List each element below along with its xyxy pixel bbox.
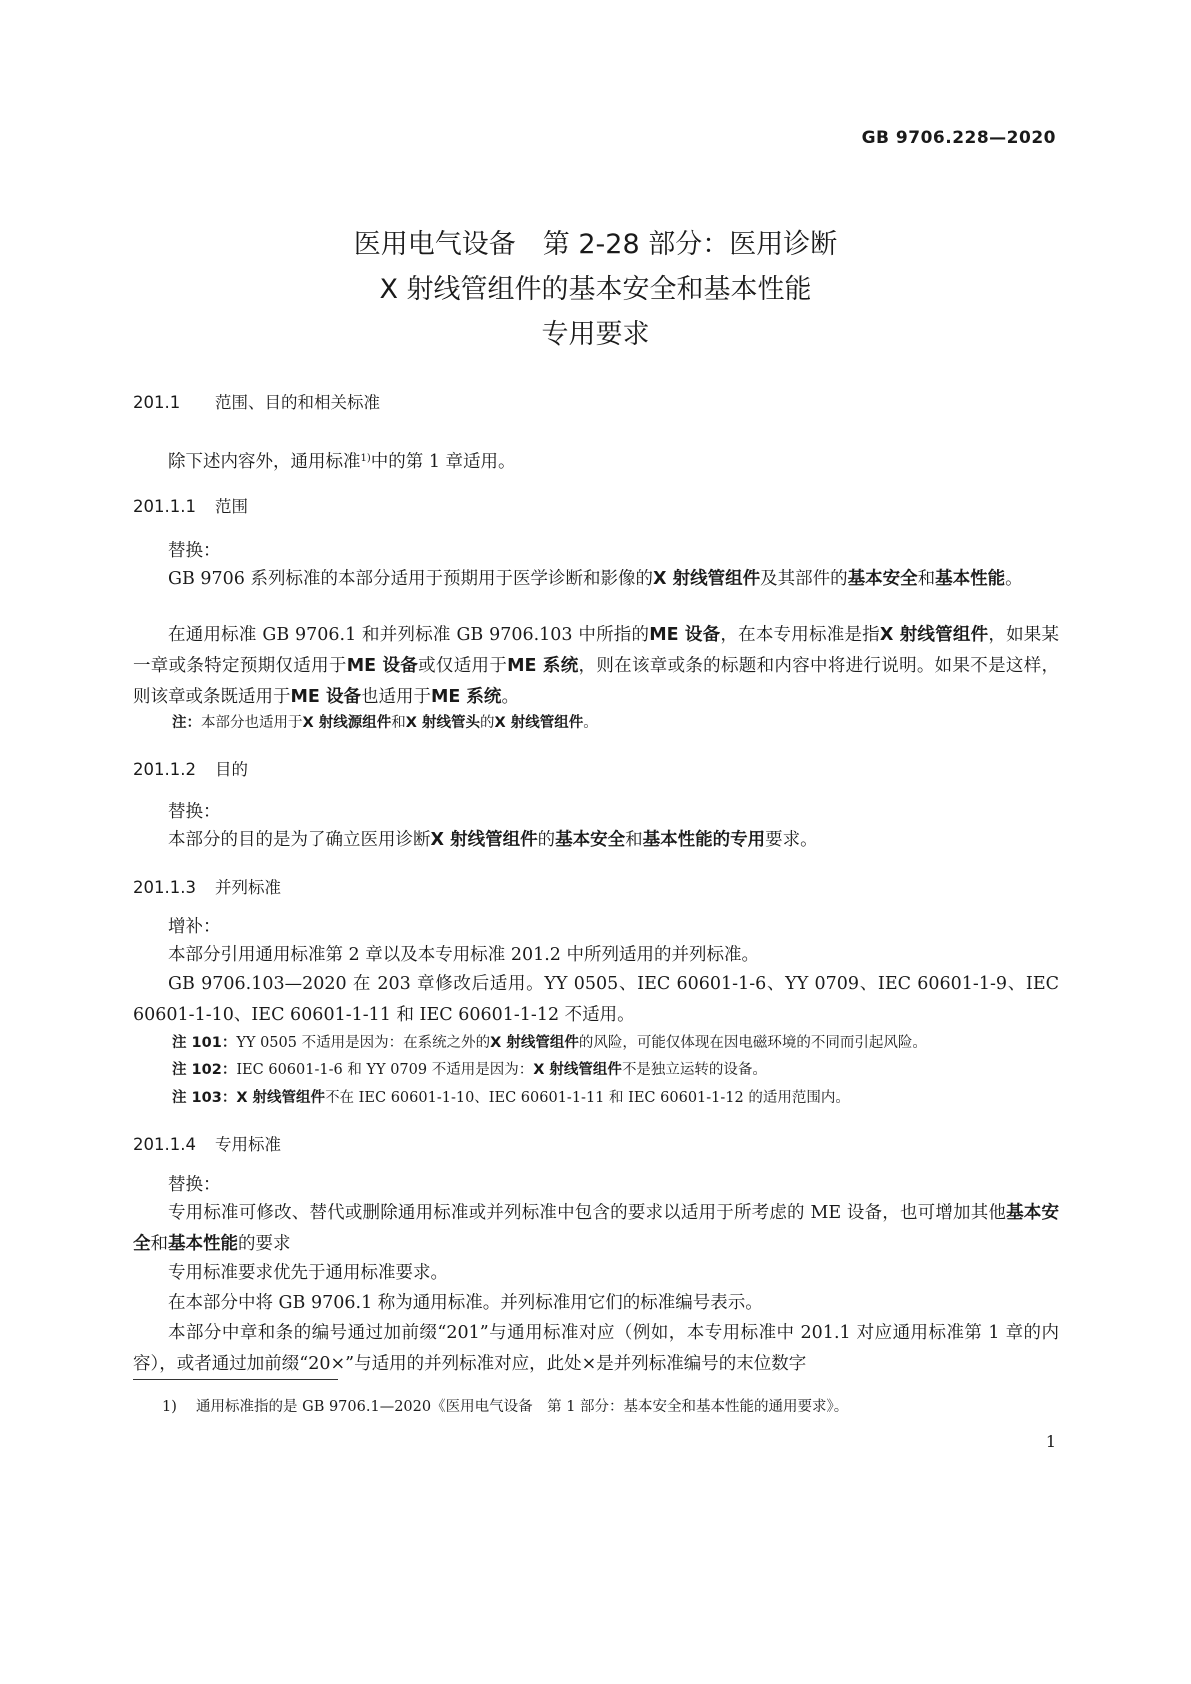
section-heading-201-1-2: 201.1.2 目的 (133, 760, 248, 779)
replace-label-2: 替换： (168, 802, 221, 822)
document-title (0, 222, 1191, 357)
scope-note: 注：本部分也适用于X 射线源组件和X 射线管头的X 射线管组件。 (172, 715, 598, 731)
collateral-paragraph-2: GB 9706.103—2020 在 203 章修改后适用。YY 0505、IEC 60601-1-6、YY 0709、IEC 60601-1-9、IEC 60601-1-10、IEC 60601-1-11 和 IEC 60601-1-12 不适用。 (133, 974, 1059, 1025)
particular-paragraph-2: 专用标准要求优先于通用标准要求。 (168, 1263, 448, 1283)
object-paragraph: 本部分的目的是为了确立医用诊断X 射线管组件的基本安全和基本性能的专用要求。 (168, 830, 818, 850)
standard-code: GB 9706.228—2020 (861, 128, 1056, 148)
collateral-paragraph-1: 本部分引用通用标准第 2 章以及本专用标准 201.2 中所列适用的并列标准。 (168, 945, 759, 965)
particular-paragraph-4: 本部分中章和条的编号通过加前缀“201”与通用标准对应（例如，本专用标准中 201.1 对应通用标准第 1 章的内容），或者通过加前缀“20×”与适用的并列标准对应，此处×是并列标准编号的末位数字 (133, 1323, 1059, 1374)
title-line-1: 医用电气设备 第 2-28 部分：医用诊断 (353, 229, 838, 260)
title-line-3: 专用要求 (541, 319, 650, 350)
scope-paragraph-1: GB 9706 系列标准的本部分适用于预期用于医学诊断和影像的X 射线管组件及其部件的基本安全和基本性能。 (168, 569, 1023, 589)
replace-label-3: 替换： (168, 1175, 221, 1195)
title-line-2: X 射线管组件的基本安全和基本性能 (379, 274, 812, 305)
footnote-divider (133, 1379, 338, 1380)
particular-paragraph-3: 在本部分中将 GB 9706.1 称为通用标准。并列标准用它们的标准编号表示。 (168, 1293, 763, 1313)
scope-paragraph-2: 在通用标准 GB 9706.1 和并列标准 GB 9706.103 中所指的ME 设备，在本专用标准是指X 射线管组件，如果某一章或条特定预期仅适用于ME 设备或仅适用于ME 系统，则在该章或条的标题和内容中将进行说明。如果不是这样，则该章或条既适用于ME 设备也适用于ME 系统。 (133, 625, 1060, 707)
note-102: 注 102：IEC 60601-1-6 和 YY 0709 不适用是因为：X 射线管组件不是独立运转的设备。 (172, 1062, 767, 1078)
footnote: 1) 通用标准指的是 GB 9706.1—2020《医用电气设备 第 1 部分：基本安全和基本性能的通用要求》。 (162, 1399, 849, 1415)
supplement-label: 增补： (168, 917, 221, 937)
section-heading-201-1-4: 201.1.4 专用标准 (133, 1135, 281, 1154)
footnote-ref: 1) (360, 453, 371, 464)
note-103: 注 103：X 射线管组件不在 IEC 60601-1-10、IEC 60601-1-11 和 IEC 60601-1-12 的适用范围内。 (172, 1090, 850, 1106)
page-number: 1 (1045, 1432, 1056, 1451)
section-heading-201-1-1: 201.1.1 范围 (133, 497, 248, 516)
note-101: 注 101：YY 0505 不适用是因为：在系统之外的X 射线管组件的风险，可能仅体现在因电磁环境的不同而引起风险。 (172, 1035, 927, 1051)
replace-label-1: 替换： (168, 541, 221, 561)
section-heading-201-1-3: 201.1.3 并列标准 (133, 878, 281, 897)
particular-paragraph-1: 专用标准可修改、替代或删除通用标准或并列标准中包含的要求以适用于所考虑的 ME 设备，也可增加其他基本安全和基本性能的要求 (133, 1203, 1059, 1254)
section-heading-201-1: 201.1 范围、目的和相关标准 (133, 393, 380, 412)
intro-paragraph: 除下述内容外，通用标准$^{1)}$中的第 1 章适用。 (168, 452, 516, 472)
